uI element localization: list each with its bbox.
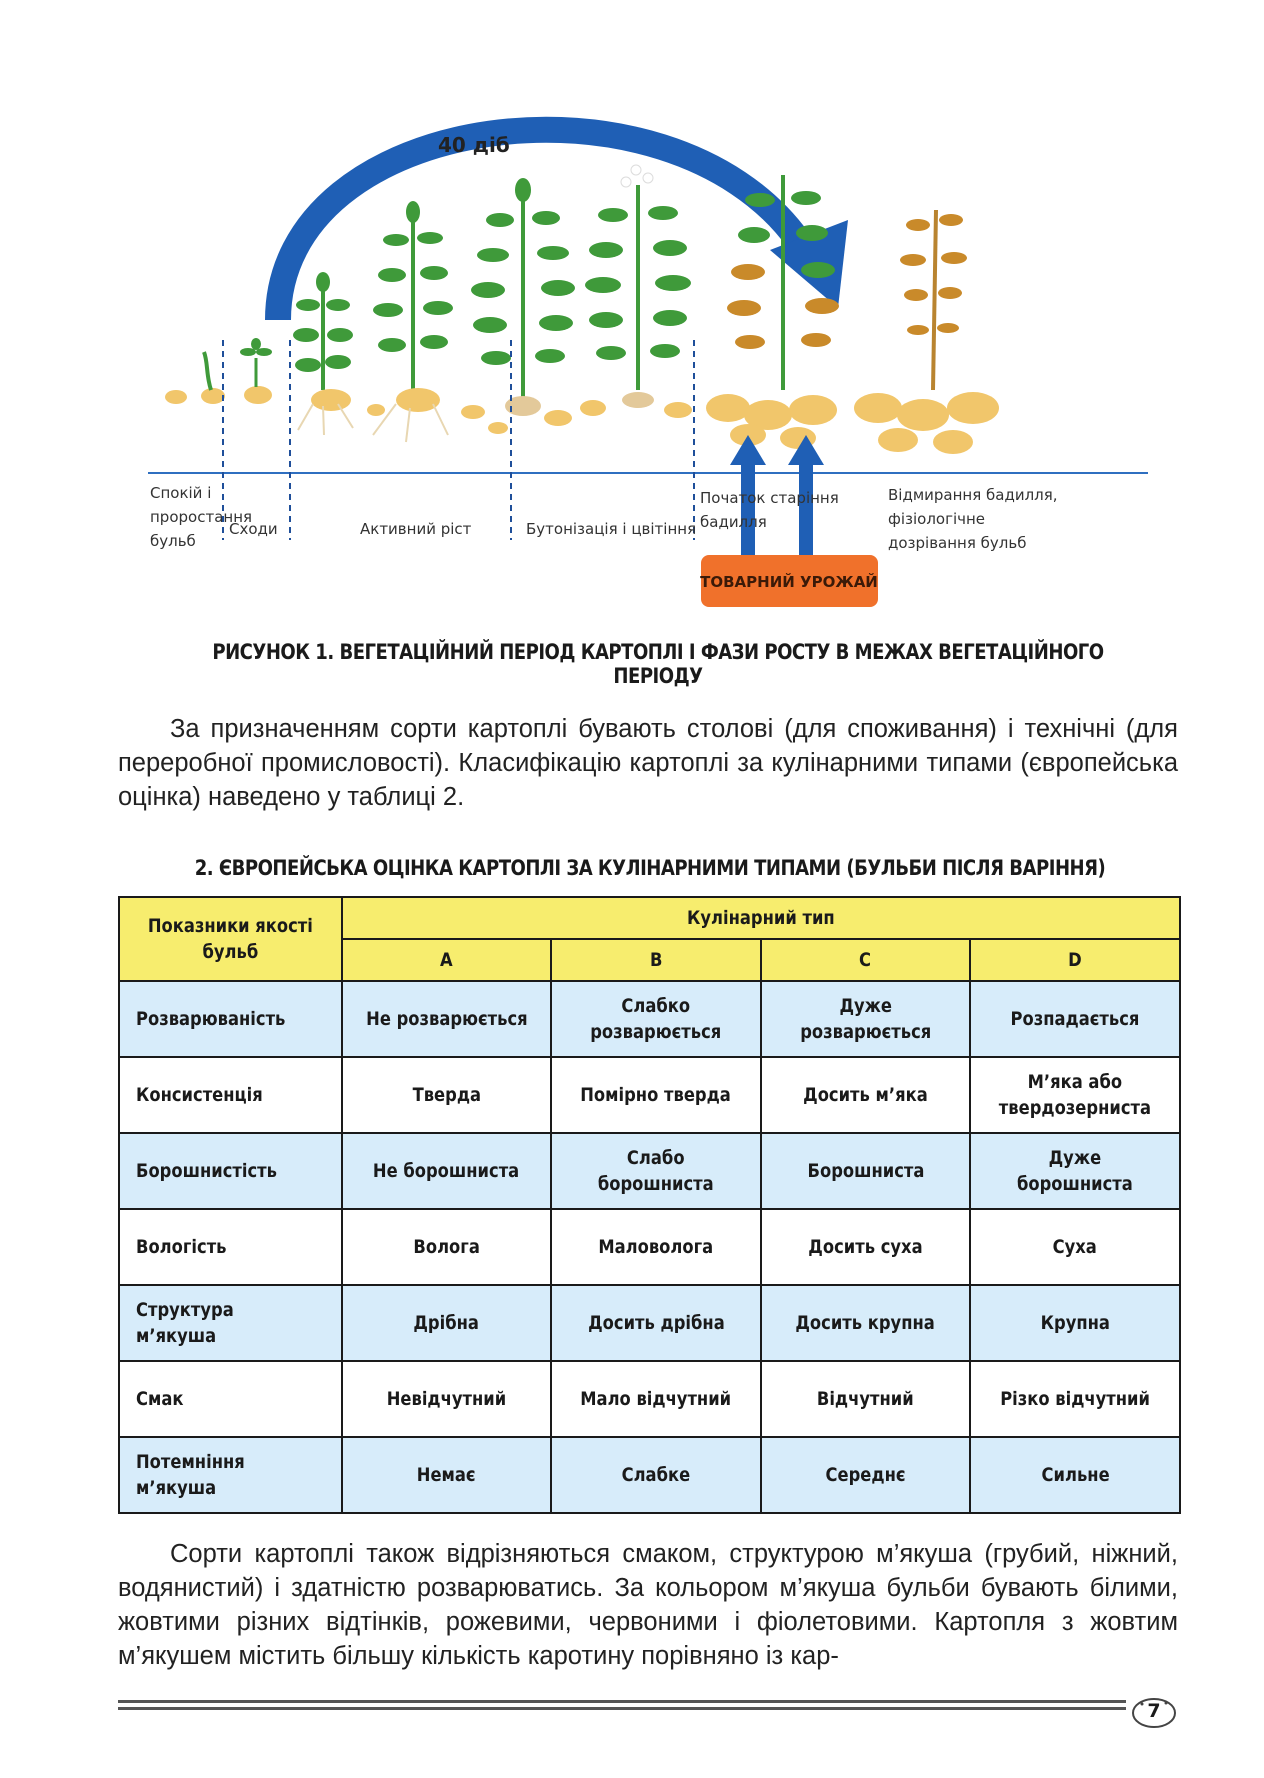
phase-label-flowering: Бутонізація і цвітіння xyxy=(526,520,697,538)
type-header-d: D xyxy=(970,939,1180,981)
culinary-type-table xyxy=(118,896,1181,1514)
quality-indicator-header: Показники якості бульб xyxy=(119,897,342,981)
table-row xyxy=(119,1285,1180,1361)
paragraph-varieties-text: Сорти картоплі також відрізняються смаком, структурою м’якуша (грубий, ніжний, водянистий) і здатністю розварюватись. За кольором м’якуша бульби бувають білими, жовтими різних відтінків, рожевими, червоними і фіолетовими. Картопля з жовтим м’якушем містить більшу кількість каротину порівняно із кар- xyxy=(118,1540,1178,1670)
phase-label-maturation-3: дозрівання бульб xyxy=(888,534,1027,552)
table-cell: Мало відчутний xyxy=(551,1361,761,1437)
table-cell: Слабке xyxy=(551,1437,761,1513)
harvest-label: ТОВАРНИЙ УРОЖАЙ xyxy=(700,573,878,591)
days-label: 40 діб xyxy=(438,133,510,157)
culinary-type-header: Кулінарний тип xyxy=(342,897,1180,939)
table-row xyxy=(119,981,1180,1057)
table-cell: Досить суха xyxy=(761,1209,971,1285)
table-cell: Крупна xyxy=(970,1285,1180,1361)
phase-label-senescence-1: Початок старіння xyxy=(700,489,839,507)
paragraph-varieties xyxy=(118,1537,1178,1673)
paragraph-intro-text: За призначенням сорти картоплі бувають столові (для споживання) і технічні (для переробної промисловості). Класифікацію картоплі за кулінарними типами (європейська оцінка) наведено у таблиці 2. xyxy=(118,715,1178,811)
table-cell: Розпадається xyxy=(970,981,1180,1057)
paragraph-intro xyxy=(118,712,1178,814)
table-cell: Волога xyxy=(342,1209,552,1285)
row-label: Розварюваність xyxy=(119,981,342,1057)
row-label: Вологість xyxy=(119,1209,342,1285)
table-cell: Борошниста xyxy=(761,1133,971,1209)
table-cell: М’яка або твердозерниста xyxy=(970,1057,1180,1133)
row-label: Консистенція xyxy=(119,1057,342,1133)
table-row xyxy=(119,1361,1180,1437)
table-row xyxy=(119,1437,1180,1513)
table-cell: Різко відчутний xyxy=(970,1361,1180,1437)
row-label: Борошнистість xyxy=(119,1133,342,1209)
table-cell: Відчутний xyxy=(761,1361,971,1437)
row-label: Смак xyxy=(119,1361,342,1437)
table-title: 2. ЄВРОПЕЙСЬКА ОЦІНКА КАРТОПЛІ ЗА КУЛІНАРНИМИ ТИПАМИ (БУЛЬБИ ПІСЛЯ ВАРІННЯ) xyxy=(194,856,1106,880)
phase-label-maturation-2: фізіологічне xyxy=(888,510,986,528)
phase-label-dormancy-2: проростання xyxy=(150,508,253,526)
plant-stage-4b xyxy=(580,165,692,418)
type-header-c: C xyxy=(761,939,971,981)
phase-label-dormancy-1: Спокій і xyxy=(150,484,212,502)
page-number: 7 xyxy=(1147,1700,1161,1722)
table-cell: Дрібна xyxy=(342,1285,552,1361)
table-cell: Невідчутний xyxy=(342,1361,552,1437)
footer-rule xyxy=(118,1700,1126,1714)
growth-phases-diagram xyxy=(148,90,1148,630)
page-number-badge xyxy=(1130,1694,1178,1730)
phase-label-dormancy-3: бульб xyxy=(150,532,196,550)
forty-days-arrow xyxy=(278,130,798,320)
table-row xyxy=(119,1209,1180,1285)
row-label: Структура м’якуша xyxy=(119,1285,342,1361)
table-cell: Слабко розварюється xyxy=(551,981,761,1057)
table-cell: Немає xyxy=(342,1437,552,1513)
table-cell: Суха xyxy=(970,1209,1180,1285)
plant-stage-4a xyxy=(461,178,575,434)
plant-stage-6 xyxy=(854,210,999,454)
growth-phases-figure xyxy=(148,90,1148,630)
phase-label-maturation-1: Відмирання бадилля, xyxy=(888,486,1058,504)
phase-label-senescence-2: бадилля xyxy=(700,513,767,531)
table-cell: Досить дрібна xyxy=(551,1285,761,1361)
plant-stage-1 xyxy=(165,338,272,404)
table-cell: Помірно тверда xyxy=(551,1057,761,1133)
plant-stage-3b xyxy=(367,201,453,442)
table-cell: Сильне xyxy=(970,1437,1180,1513)
figure-caption: РИСУНОК 1. ВЕГЕТАЦІЙНИЙ ПЕРІОД КАРТОПЛІ І ФАЗИ РОСТУ В МЕЖАХ ВЕГЕТАЦІЙНОГО ПЕРІОДУ xyxy=(212,640,1104,688)
plant-stage-3a xyxy=(293,272,353,435)
table-cell: Дуже розварюється xyxy=(761,981,971,1057)
row-label: Потемніння м’якуша xyxy=(119,1437,342,1513)
table-cell: Не розварюється xyxy=(342,981,552,1057)
table-row xyxy=(119,1057,1180,1133)
table-cell: Досить м’яка xyxy=(761,1057,971,1133)
table-cell: Середнє xyxy=(761,1437,971,1513)
table-cell: Слабо борошниста xyxy=(551,1133,761,1209)
type-header-a: A xyxy=(342,939,552,981)
table-cell: Досить крупна xyxy=(761,1285,971,1361)
type-header-b: B xyxy=(551,939,761,981)
phase-label-emergence: Сходи xyxy=(229,520,278,538)
table-row xyxy=(119,1133,1180,1209)
table-cell: Тверда xyxy=(342,1057,552,1133)
table-cell: Не борошниста xyxy=(342,1133,552,1209)
table-cell: Дуже борошниста xyxy=(970,1133,1180,1209)
table-cell: Маловолога xyxy=(551,1209,761,1285)
phase-label-active-growth: Активний ріст xyxy=(360,520,472,538)
